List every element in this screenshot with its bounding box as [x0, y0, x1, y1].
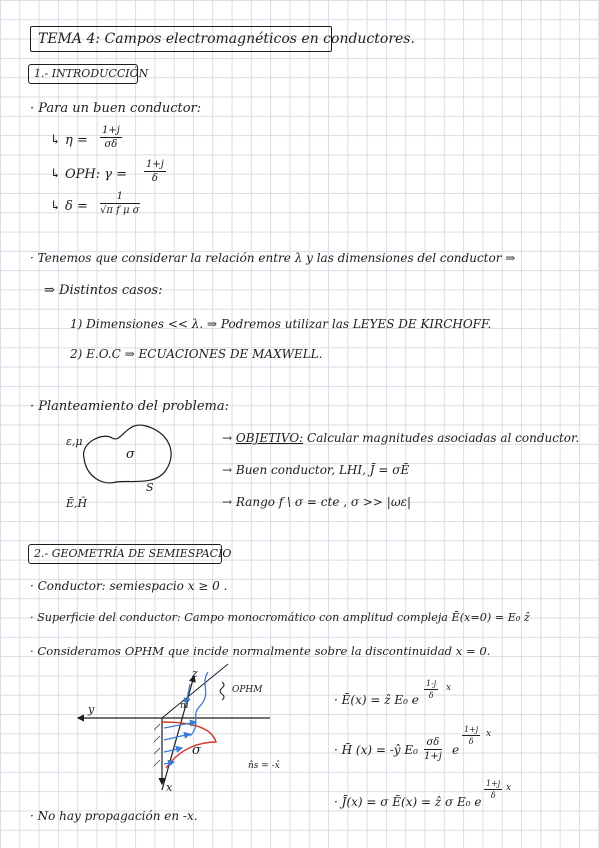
sigma-2-label: σ [192, 743, 201, 758]
eq-e-exp-x: x [446, 683, 452, 693]
ophm-label: OPHM [232, 685, 263, 695]
eps-mu-label: ε,μ [66, 435, 83, 448]
distintos-casos: ⇒ Distintos casos: [44, 283, 163, 298]
eta-prefix: ↳ η = [50, 133, 88, 148]
planteamiento: · Planteamiento del problema: [30, 399, 229, 414]
eq-h-exp-num: 1+j [464, 725, 479, 734]
delta-num: 1 [100, 192, 140, 204]
x-label: x [166, 781, 173, 794]
conductor-semiespacio: · Conductor: semiespacio x ≥ 0 . [30, 579, 228, 593]
ns-label: n̂s = -x̂ [248, 761, 280, 771]
superficie-line: · Superficie del conductor: Campo monocromático con amplitud compleja Ē(x=0) = E₀ ẑ [30, 611, 530, 624]
section-1-heading: 1.- INTRODUCCIÓN [34, 67, 149, 80]
delta-prefix: ↳ δ = [50, 199, 88, 214]
surface-label: S [146, 481, 154, 494]
objetivo-text: Calcular magnitudes asociadas al conductor. [307, 431, 580, 445]
gamma-num: 1+j [146, 159, 164, 170]
intro-bullet: · Para un buen conductor: [30, 101, 202, 116]
ophm-prefix: ↳ OPH: γ = [50, 167, 128, 182]
eq-j-lhs: · J̄(x) = σ Ē(x) = ẑ σ E₀ e [334, 795, 482, 809]
sigma-label: σ [126, 447, 135, 462]
eq-h-exp-x: x [486, 729, 492, 739]
no-hay-propagacion: · No hay propagación en -x. [30, 809, 198, 823]
eta-den: σδ [104, 139, 118, 150]
eh-label: Ē,H̄ [66, 497, 88, 510]
eq-h-e: e [452, 743, 460, 757]
eq-h-frac-num: σδ [424, 738, 442, 750]
page-title: TEMA 4: Campos electromagnéticos en conductores. [38, 31, 415, 47]
eq-h-exp [462, 726, 480, 746]
objetivo-arrow: → [222, 431, 233, 445]
eq-h-frac [424, 738, 442, 762]
eq-j-exp-den: δ [490, 791, 496, 800]
eq-j-exp [484, 780, 502, 800]
ni-label: n̂i [180, 701, 189, 711]
eq-e-lhs: · Ē(x) = ẑ E₀ e [334, 693, 419, 707]
buen-conductor: → Buen conductor, LHI, J̄ = σĒ [222, 463, 410, 477]
objetivo-label: OBJETIVO: [235, 431, 304, 445]
y-label: y [88, 703, 95, 716]
rango: → Rango f \ σ = cte , σ >> |ωε| [222, 495, 412, 509]
consideramos-line: · Consideramos OPHM que incide normalmente sobre la discontinuidad x = 0. [30, 644, 491, 658]
caso-1: 1) Dimensiones << λ. ⇒ Podremos utilizar las LEYES DE KIRCHOFF. [70, 317, 492, 331]
eq-h-lhs: · H̄ (x) = -ŷ E₀ [334, 743, 418, 757]
eq-j-exp-x: x [506, 783, 512, 793]
eta-num: 1+j [102, 125, 120, 136]
eq-h-exp-den: δ [468, 737, 474, 746]
gamma-den: δ [151, 173, 158, 184]
eq-j-exp-num: 1+j [486, 779, 501, 788]
eq-e-exp-den: δ [428, 691, 434, 700]
z-label: z [192, 667, 198, 680]
hatching [154, 724, 160, 766]
z-axis [162, 676, 194, 790]
section-2-heading: 2.- GEOMETRÍA DE SEMIESPACIO [34, 547, 232, 560]
delta-den: √π f μ σ [100, 205, 140, 216]
considerar-line: · Tenemos que considerar la relación entre λ y las dimensiones del conductor ⇒ [30, 251, 516, 265]
ophm-brace [220, 682, 224, 700]
eq-e-exp-num: 1-j [426, 679, 437, 688]
eq-h-frac-den: 1+j [424, 751, 442, 762]
caso-2: 2) E.O.C ⇒ ECUACIONES DE MAXWELL. [70, 347, 323, 361]
eq-e-exp [424, 680, 438, 700]
